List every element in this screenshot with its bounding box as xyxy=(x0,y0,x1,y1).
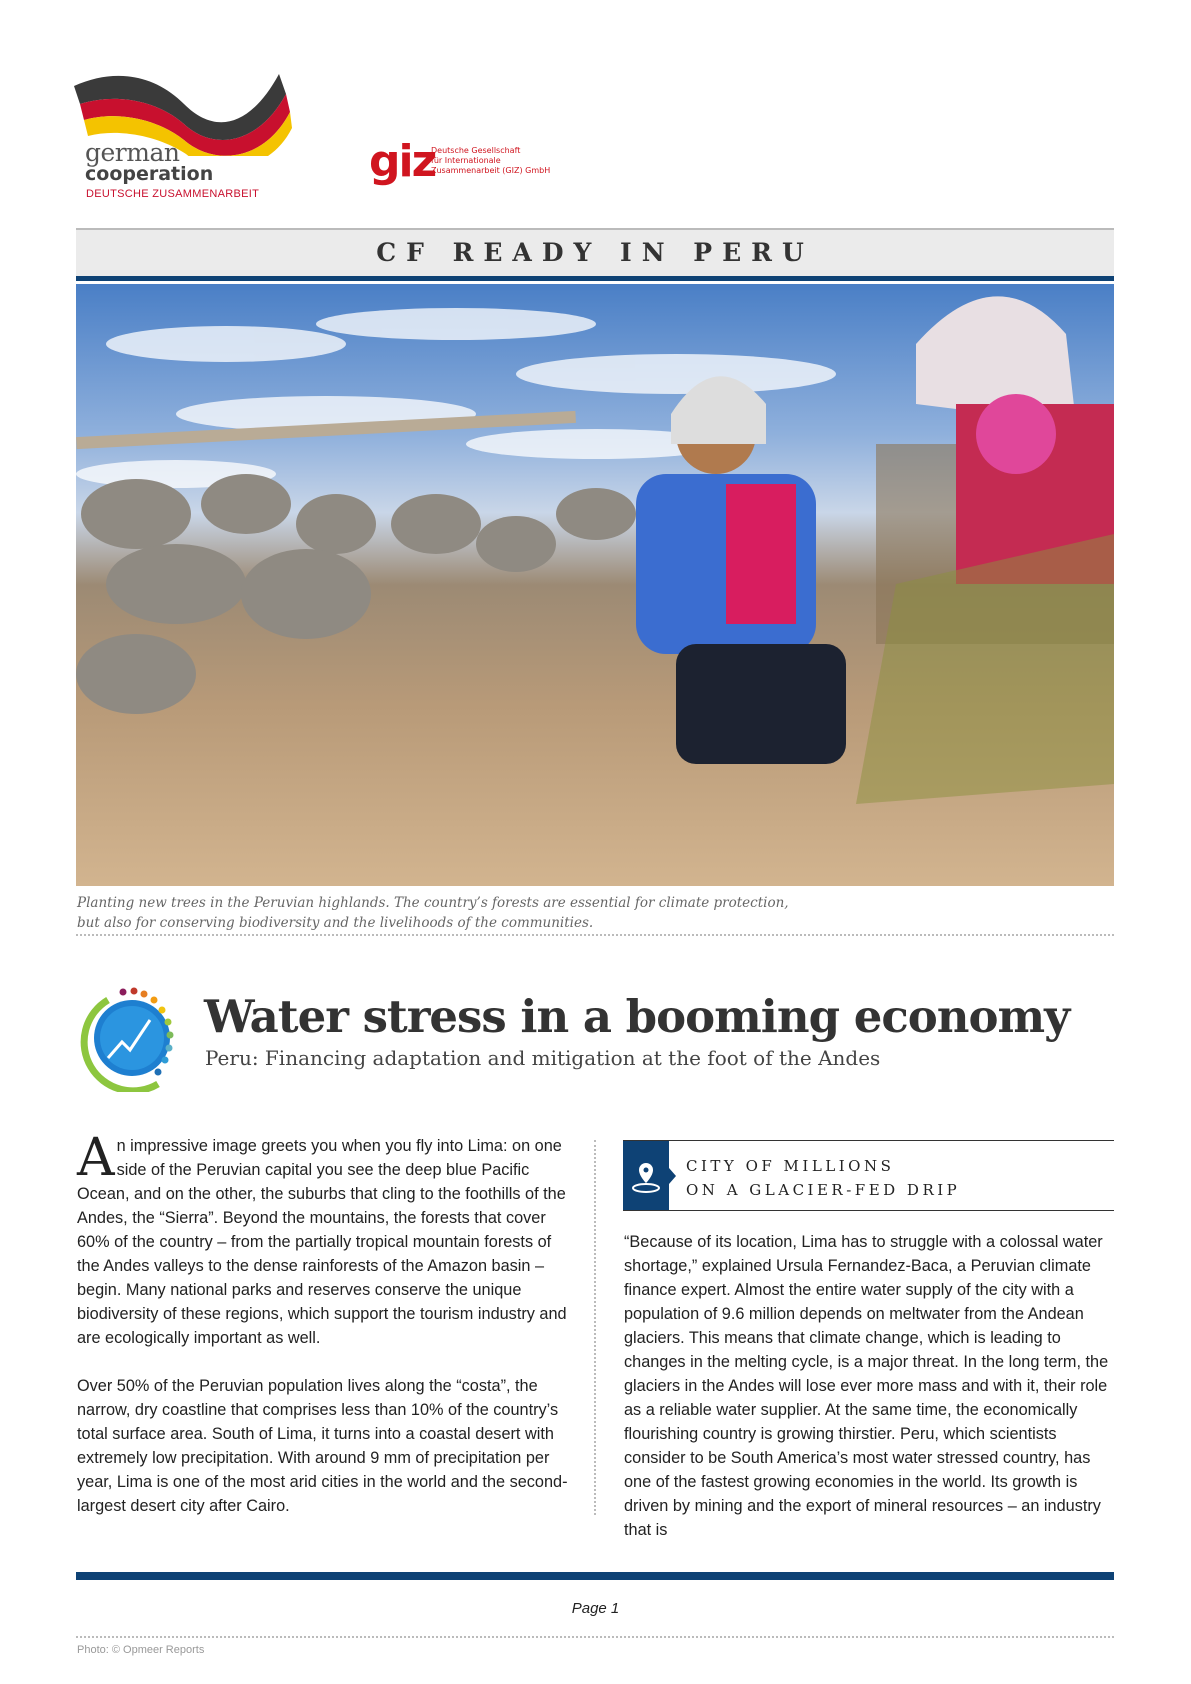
hero-photo xyxy=(76,284,1114,886)
divider xyxy=(76,934,1114,936)
divider xyxy=(76,1636,1114,1638)
paragraph-text: n impressive image greets you when you fly into Lima: on one side of the Peruvian capital you see the deep blue Pacific Ocean, and on the other, the suburbs that cling to the foothills of the Andes, the “Sierra”. Beyond the mountains, the forests that cover 60% of the country – from the partially tropical mountain forests of the Andes valleys to the dense rainforests of the Amazon basin – begin. Many national parks and reserves conserve the unique biodiversity of these regions, which support the tourism industry and are ecologically important as well. xyxy=(77,1137,567,1347)
giz-logo-text xyxy=(431,146,550,176)
article-subtitle: Peru: Financing adaptation and mitigation at the foot of the Andes xyxy=(205,1046,881,1070)
arrow-decoration xyxy=(669,1168,676,1184)
caption-line: but also for conserving biodiversity and the livelihoods of the communities. xyxy=(77,915,594,931)
photo-illustration xyxy=(76,284,1114,886)
column-divider xyxy=(594,1140,596,1515)
paragraph: “Because of its location, Lima has to struggle with a colossal water shortage,” explained Ursula Fernandez-Baca, a Peruvian climate finance expert. Almost the entire water supply of the city with a population of 9.6 million depends on meltwater from the Andean glaciers. This means that climate change, which is leading to changes in the melting cycle, is a major threat. In the long term, the glaciers in the Andes will lose ever more mass and with it, their role as a reliable water supplier. At the same time, the economically flourishing country is growing thirstier. Peru, which scientists consider to be South America’s most water stressed country, has one of the fastest growing economies in the world. Its growth is driven by mining and the export of mineral resources – an industry that is xyxy=(624,1233,1109,1539)
paragraph xyxy=(77,1128,577,1350)
german-cooperation-logo-text: cooperation xyxy=(85,163,214,185)
location-pin-icon xyxy=(623,1141,669,1210)
right-column xyxy=(624,1230,1119,1542)
photo-credit: Photo: © Opmeer Reports xyxy=(77,1644,205,1656)
climate-finance-chart-icon xyxy=(78,980,190,1092)
page-number: Page 1 xyxy=(571,1600,620,1617)
header-title: CF READY IN PERU xyxy=(376,238,814,267)
drop-cap: A xyxy=(77,1128,115,1188)
paragraph: Over 50% of the Peruvian population lives along the “costa”, the narrow, dry coastline that comprises less than 10% of the country’s total surface area. South of Lima, it turns into a coastal desert with extremely low precipitation. With around 9 mm of precipitation per year, Lima is one of the most arid cities in the world and the second-largest desert city after Cairo. xyxy=(77,1377,568,1515)
caption-line: Planting new trees in the Peruvian highlands. The country’s forests are essential for climate protection, xyxy=(77,895,789,911)
section-heading xyxy=(686,1154,960,1202)
left-column xyxy=(77,1128,577,1542)
giz-logo: giz xyxy=(369,136,436,187)
giz-line: Deutsche Gesellschaft xyxy=(431,146,521,155)
article-title: Water stress in a booming economy xyxy=(204,990,1070,1043)
photo-caption xyxy=(77,893,789,933)
heading-line: CITY OF MILLIONS xyxy=(686,1157,895,1175)
giz-line: für Internationale xyxy=(431,156,501,165)
german-cooperation-logo-text: german xyxy=(85,138,180,167)
header-bar xyxy=(76,228,1114,281)
footer-bar xyxy=(76,1572,1114,1580)
giz-line: Zusammenarbeit (GIZ) GmbH xyxy=(431,166,551,175)
german-cooperation-logo-tagline: DEUTSCHE ZUSAMMENARBEIT xyxy=(86,188,260,200)
heading-line: ON A GLACIER-FED DRIP xyxy=(686,1181,961,1199)
section-heading-box xyxy=(623,1140,1114,1211)
